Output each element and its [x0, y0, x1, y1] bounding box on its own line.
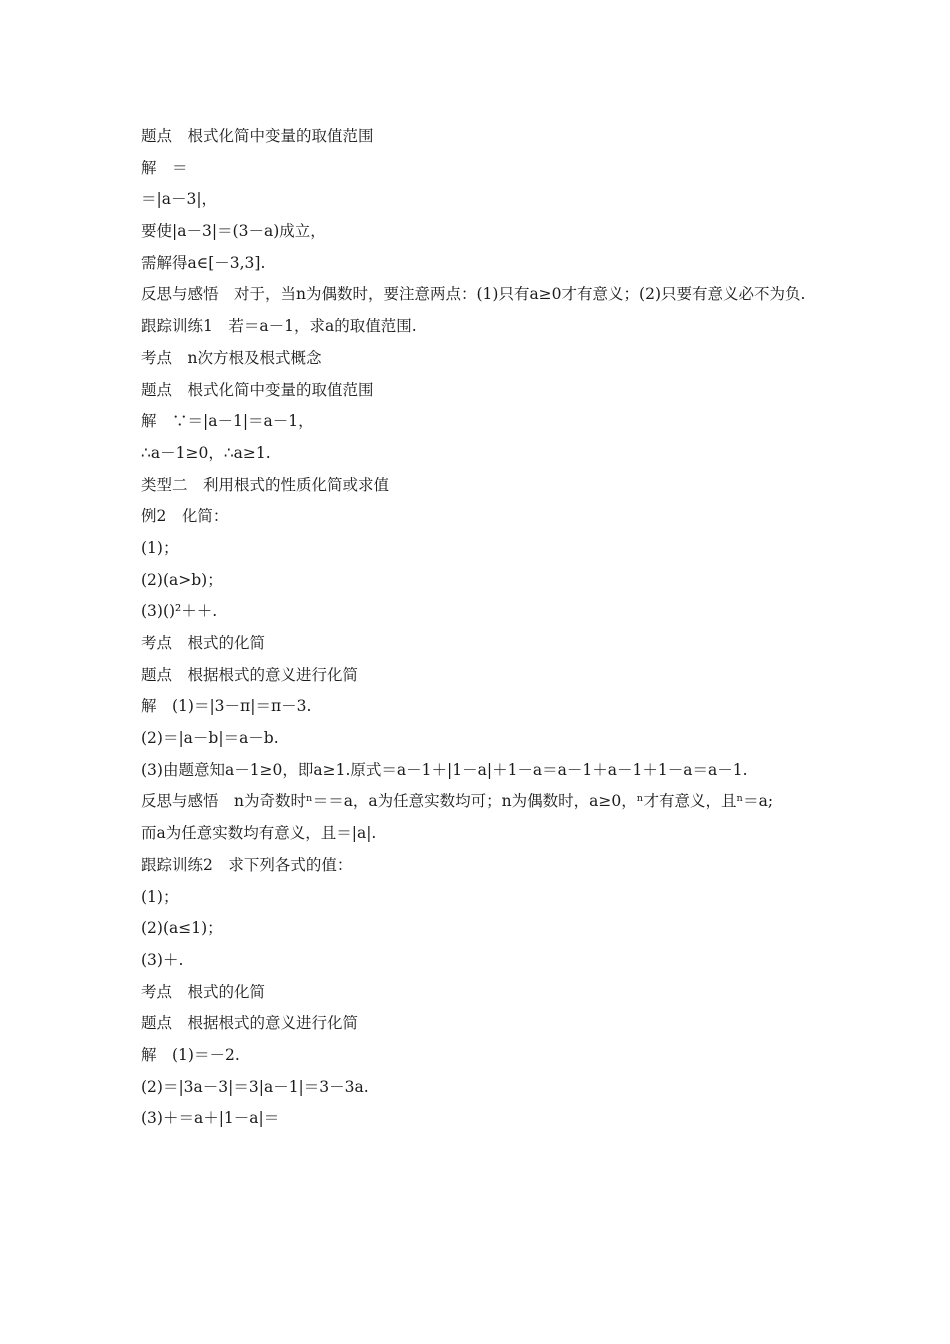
text-paragraph: 反思与感悟 对于，当n为偶数时，要注意两点：(1)只有a≥0才有意义；(2)只要有意义必不为负. [141, 285, 806, 304]
text-line: ＝|a－3|， [141, 190, 218, 209]
text-line: 解 ＝ [141, 158, 188, 177]
text-line: (2)＝|3a－3|＝3|a－1|＝3－3a. [141, 1077, 369, 1096]
text-line: (2)(a>b)； [141, 570, 223, 589]
text-line: ∴a－1≥0，∴a≥1. [141, 443, 271, 462]
text-line: 需解得a∈[－3,3]. [141, 253, 266, 272]
text-line: 跟踪训练2 求下列各式的值： [141, 855, 353, 874]
text-line: 题点 根据根式的意义进行化简 [141, 1014, 359, 1033]
text-line: 例2 化简： [141, 507, 229, 526]
text-line: 要使|a－3|＝(3－a)成立， [141, 222, 326, 241]
text-line: (1)； [141, 887, 179, 906]
text-line: (2)＝|a－b|＝a－b. [141, 729, 279, 748]
text-line: 题点 根式化简中变量的取值范围 [141, 127, 374, 145]
text-paragraph: 反思与感悟 n为奇数时ⁿ＝＝a，a为任意实数均可；n为偶数时，a≥0，ⁿ才有意义，且ⁿ＝a; [141, 792, 774, 811]
text-line: (2)(a≤1)； [141, 919, 223, 938]
text-line: 题点 根据根式的意义进行化简 [141, 665, 359, 684]
text-line: 考点 根式的化简 [141, 634, 266, 653]
text-line: (3)＋＝a＋|1－a|＝ [141, 1109, 280, 1128]
document-body [141, 121, 821, 1135]
text-line: (1)； [141, 538, 179, 557]
text-line: 而a为任意实数均有意义，且＝|a|. [141, 824, 377, 843]
text-line: 解 (1)＝－2. [141, 1045, 240, 1064]
text-line: (3)()²＋＋. [141, 602, 218, 621]
text-line: 题点 根式化简中变量的取值范围 [141, 380, 374, 399]
text-line: 跟踪训练1 若＝a－1，求a的取值范围. [141, 317, 417, 336]
text-line: 考点 根式的化简 [141, 982, 266, 1001]
text-line: 解 (1)＝|3－π|＝π－3. [141, 697, 312, 716]
section-heading: 类型二 利用根式的性质化简或求值 [141, 475, 390, 494]
text-line: (3)由题意知a－1≥0，即a≥1.原式＝a－1＋|1－a|＋1－a＝a－1＋a－1＋1－a＝a－1. [141, 760, 748, 779]
text-line: (3)＋. [141, 950, 184, 969]
text-line: 解 ∵＝|a－1|＝a－1， [141, 412, 314, 431]
text-line: 考点 n次方根及根式概念 [141, 348, 322, 367]
